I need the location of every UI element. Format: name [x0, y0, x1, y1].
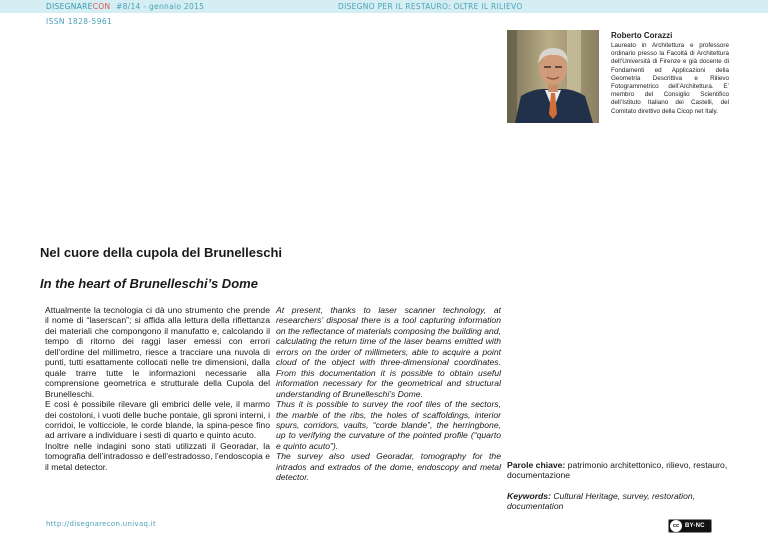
abstract-en-paragraph: Thus it is possible to survey the roof tiles of the sectors, the marble of the ribs, the holes of scaffoldings, interior spurs, corridors, vaults, “corde blande”, the herringbone, up to verifying the curvature of the pointed profile (“quarto e quinto acuto”). [276, 399, 501, 451]
abstract-it-paragraph: Attualmente la tecnologia ci dà uno strumento che prende il nome di “laserscan”; si affida alla lettura della riflettanza dei materiali che compongono il manufatto e, calcolando il tempo di ritorno dei raggi laser emessi con errori dell’ordine del millimetro, riesce a tracciare una nuvola di punti, tutti esattamente collocati nelle tre dimensioni, dalla quale trarre tutte le informazioni necessarie alla comprensione geometrica e strutturale della Cupola del Brunelleschi. [45, 305, 270, 399]
author-name: Roberto Corazzi [611, 31, 673, 40]
keywords-en-text: Cultural Heritage, survey, restoration, documentation [507, 490, 696, 512]
abstract-it-paragraph: E così è possibile rilevare gli embrici delle vele, il marmo dei costoloni, i vuoti delle buche pontaie, gli sproni interni, i corridoi, le volticciole, le corde blande, la spina-pesce fino ad arrivare a individuare i sesti di quarto e quinto acuto. [45, 399, 270, 441]
author-portrait-image [507, 30, 599, 123]
author-photo [507, 30, 599, 123]
journal-url-link[interactable]: http://disegnarecon.univaq.it [46, 520, 157, 528]
author-bio: Laureato in Architettura e professore ordinario presso la Facoltà di Architettura dell’Università di Firenze e già docente di Fondamenti ed Applicazioni della Geometria Descrittiva e Rilievo Fotogrammetrico dell’Architettura. E’ membro del Consiglio Scientifico dell’Istituto Italiano dei Castelli, del Comitato direttivo della Cicop net Italy. [611, 42, 729, 115]
license-label: BY-NC [685, 523, 705, 529]
journal-brand: DISEGNARECON [46, 2, 111, 11]
abstract-it-paragraph: Inoltre nelle indagini sono stati utilizzati il Georadar, la tomografia dell’intradosso e dell’estradosso, l’endoscopia e il metal detector. [45, 440, 270, 472]
section-title: DISEGNO PER IL RESTAURO: OLTRE IL RILIEVO [338, 2, 523, 11]
keywords-block [507, 460, 737, 512]
keywords-it-label: Parole chiave: [507, 460, 566, 470]
article-title-english: In the heart of Brunelleschi’s Dome [40, 276, 258, 291]
abstract-en-paragraph: The survey also used Georadar, tomography for the intrados and extrados of the dome, endoscopy and metal detector. [276, 451, 501, 483]
abstract-italian [45, 305, 270, 472]
keywords-en-label: Keywords: [507, 490, 551, 501]
cc-license-badge[interactable] [668, 519, 712, 533]
keywords-english [507, 491, 737, 512]
article-title-italian: Nel cuore della cupola del Brunelleschi [40, 245, 283, 260]
keywords-italian [507, 460, 737, 481]
keywords-it-text: patrimonio architettonico, rilievo, restauro, documentazione [507, 460, 728, 481]
creative-commons-icon: cc [670, 520, 682, 532]
issue-number: #8/14 - gennaio 2015 [116, 2, 205, 11]
abstract-en-paragraph: At present, thanks to laser scanner technology, at researchers’ disposal there is a tool capturing information on the reflectance of materials composing the building and, calculating the return time of the laser beams emitted with errors on the order of millimeters, able to acquire a point cloud of the object with three-dimensional coordinates. From this documentation it is possible to obtain useful information necessary for the geometrical and structural understanding of Brunelleschi’s Dome. [276, 305, 501, 399]
abstract-english [276, 305, 501, 483]
issn: ISSN 1828-5961 [46, 17, 113, 26]
